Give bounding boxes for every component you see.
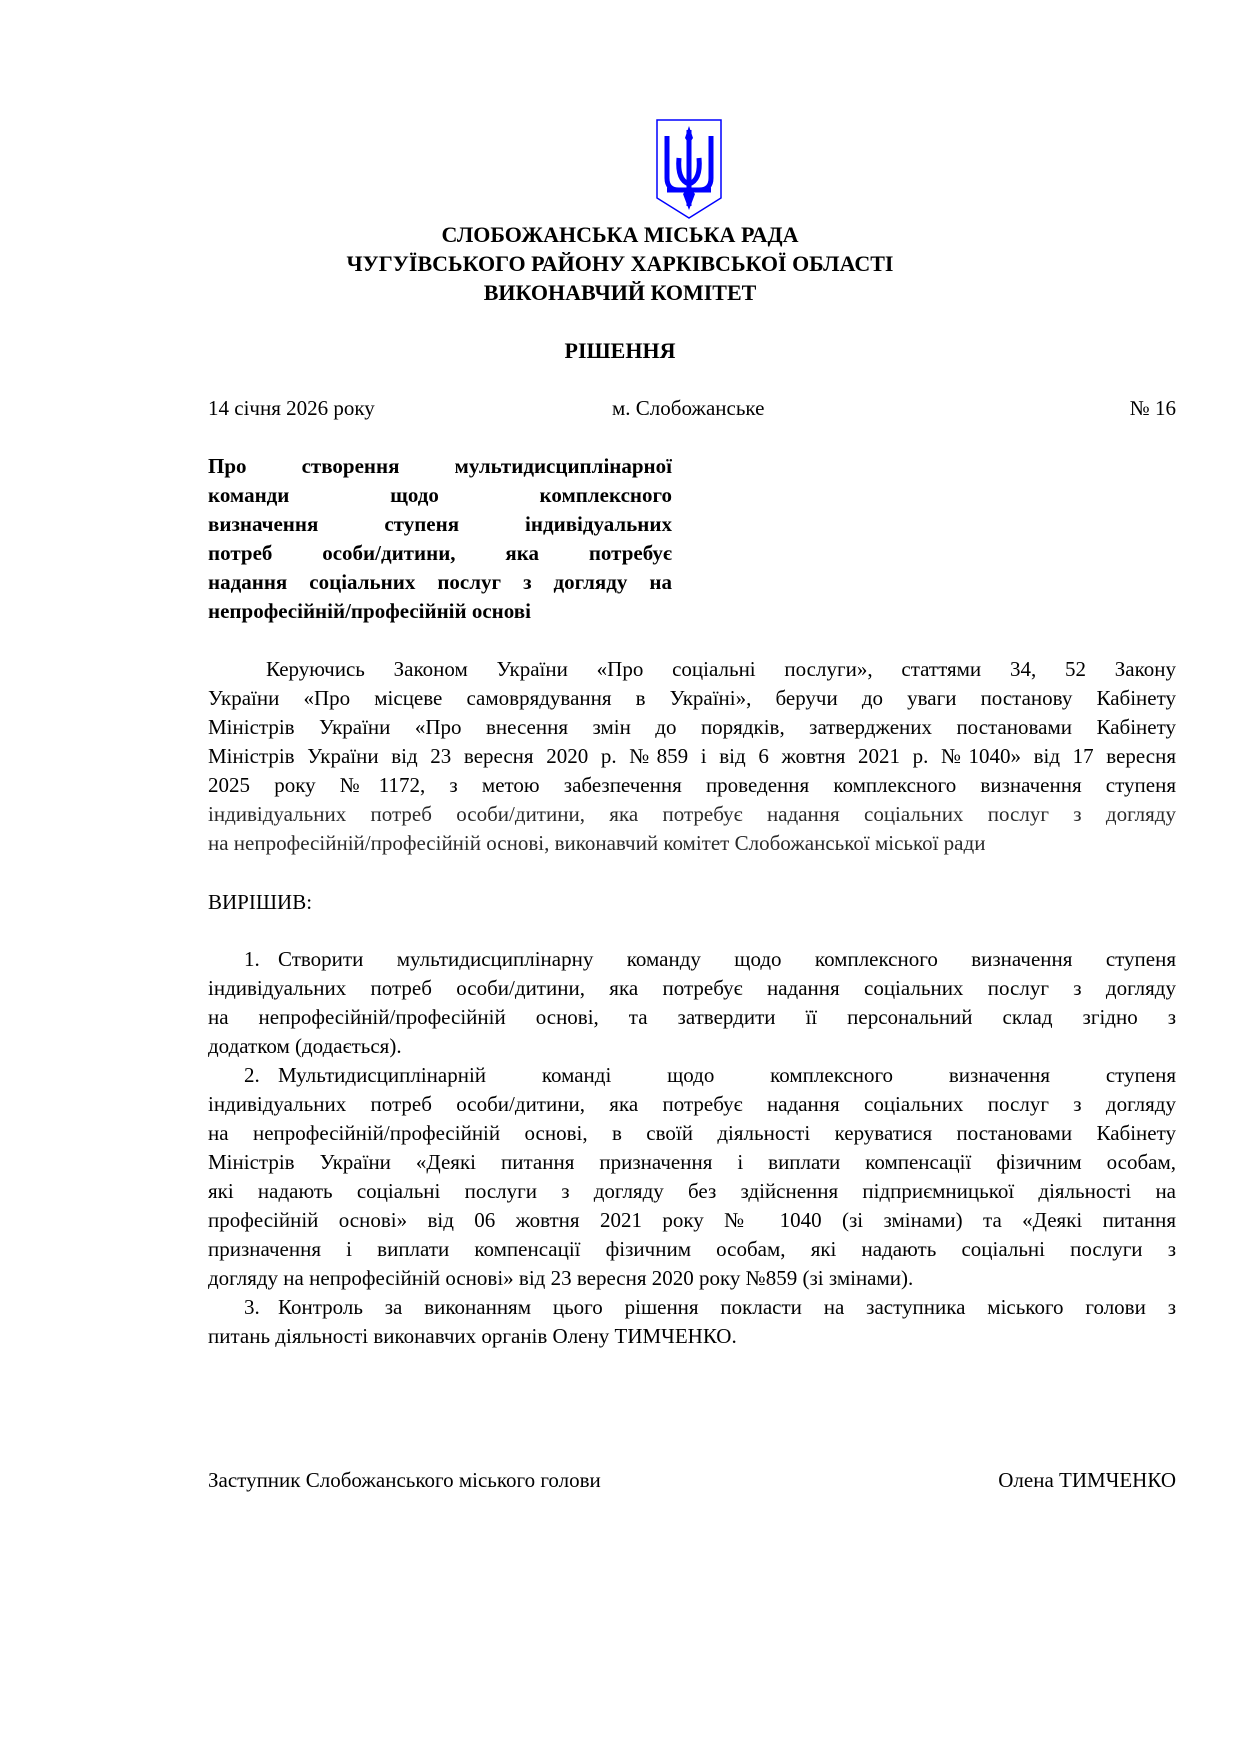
decision-items: [208, 945, 1176, 1351]
preamble-line: індивідуальних потреб особи/дитини, яка потребує надання соціальних послуг з догляду: [208, 802, 1176, 826]
subject-line: потреб особи/дитини, яка потребує: [208, 541, 672, 565]
subject-line: надання соціальних послуг з догляду на: [208, 570, 672, 594]
document-number: № 16: [1129, 396, 1176, 420]
subject-line: непрофесійній/професійній основі: [208, 599, 531, 623]
org-line-2: ЧУГУЇВСЬКОГО РАЙОНУ ХАРКІВСЬКОЇ ОБЛАСТІ: [346, 251, 894, 276]
decision-item-line: індивідуальних потреб особи/дитини, яка потребує надання соціальних послуг з догляду: [208, 1092, 1176, 1116]
decision-item-line: які надають соціальні послуги з догляду без здійснення підприємницької діяльності на: [208, 1179, 1176, 1203]
decision-item-line: на непрофесійній/професійній основі, в своїй діяльності керуватися постановами Кабінету: [208, 1121, 1176, 1145]
decision-item-line: призначення і виплати компенсації фізичним особам, які надають соціальні послуги з: [208, 1237, 1176, 1261]
decision-item: [208, 1061, 1176, 1293]
preamble-line: на непрофесійній/професійній основі, виконавчий комітет Слобожанської міської ради: [208, 831, 986, 855]
subject-line: Про створення мультидисциплінарної: [208, 454, 672, 478]
document-type: РІШЕННЯ: [564, 338, 676, 363]
preamble: [208, 655, 1176, 858]
preamble-line: України «Про місцеве самоврядування в Україні», беручи до уваги постанову Кабінету: [208, 686, 1176, 710]
preamble-line: Міністрів України «Про внесення змін до порядків, затверджених постановами Кабінету: [208, 715, 1176, 739]
org-line-1: СЛОБОЖАНСЬКА МІСЬКА РАДА: [441, 222, 799, 247]
coat-of-arms-icon: [655, 118, 723, 220]
subject-line: команди щодо комплексного: [208, 483, 672, 507]
decision-item-line: Міністрів України «Деякі питання призначення і виплати компенсації фізичним особам,: [208, 1150, 1176, 1174]
preamble-line: Керуючись Законом України «Про соціальні послуги», статтями 34, 52 Закону: [266, 657, 1176, 681]
decided-label: ВИРІШИВ:: [208, 890, 313, 914]
decision-item-number: 3.: [244, 1295, 260, 1319]
preamble-line: 2025 року №1172, з метою забезпечення проведення комплексного визначення ступеня: [208, 773, 1176, 797]
signature-name: Олена ТИМЧЕНКО: [998, 1468, 1176, 1492]
decision-item-line: [208, 945, 1176, 974]
decision-item-line: [208, 1061, 1176, 1090]
decision-item-text: Створити мультидисциплінарну команду щодо комплексного визначення ступеня: [278, 947, 1176, 971]
decision-item-line: професійній основі» від 06 жовтня 2021 року № 1040 (зі змінами) та «Деякі питання: [208, 1208, 1176, 1232]
decision-item: [208, 945, 1176, 1061]
decision-item-line: на непрофесійній/професійній основі, та затвердити її персональний склад згідно з: [208, 1005, 1176, 1029]
signature-position: Заступник Слобожанського міського голови: [208, 1468, 601, 1492]
decision-item-text: Мультидисциплінарній команді щодо комплексного визначення ступеня: [278, 1063, 1176, 1087]
document-subject: [208, 452, 672, 626]
decision-item-line: індивідуальних потреб особи/дитини, яка потребує надання соціальних послуг з догляду: [208, 976, 1176, 1000]
decision-item-number: 1.: [244, 947, 260, 971]
preamble-line: Міністрів України від 23 вересня 2020 р. №859 і від 6 жовтня 2021 р. №1040» від 17 вересня: [208, 744, 1176, 768]
decision-item-line: додатком (додається).: [208, 1034, 402, 1058]
decision-item-line: питань діяльності виконавчих органів Олену ТИМЧЕНКО.: [208, 1324, 737, 1348]
document-place: м. Слобожанське: [612, 396, 765, 420]
decision-item: [208, 1293, 1176, 1351]
subject-line: визначення ступеня індивідуальних: [208, 512, 672, 536]
decision-item-text: Контроль за виконанням цього рішення покласти на заступника міського голови з: [278, 1295, 1176, 1319]
org-line-3: ВИКОНАВЧИЙ КОМІТЕТ: [483, 280, 757, 305]
decision-item-number: 2.: [244, 1063, 260, 1087]
decision-item-line: догляду на непрофесійній основі» від 23 вересня 2020 року №859 (зі змінами).: [208, 1266, 914, 1290]
document-date: 14 січня 2026 року: [208, 396, 375, 420]
organization-header: [0, 220, 1240, 307]
decision-item-line: [208, 1293, 1176, 1322]
